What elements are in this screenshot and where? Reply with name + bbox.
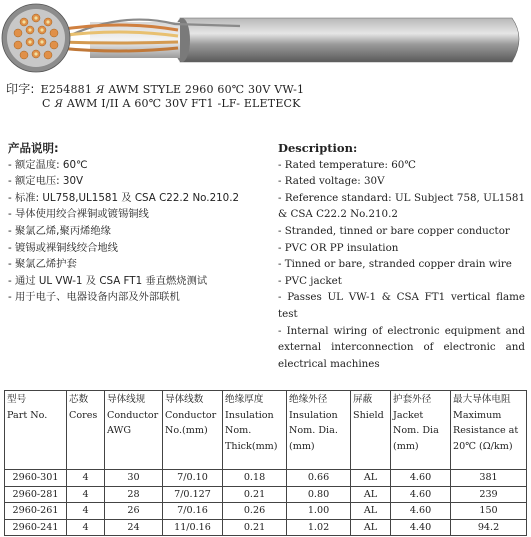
header-part-no: 型号 Part No. — [5, 391, 67, 470]
table-cell: 150 — [451, 503, 527, 520]
table-row — [5, 470, 527, 487]
table-cell: 0.80 — [287, 486, 351, 503]
table-cell: AL — [351, 486, 391, 503]
list-item: - PVC OR PP insulation — [278, 241, 399, 254]
table-cell: 0.21 — [223, 519, 287, 536]
description-en-list — [278, 157, 525, 373]
table-header-row — [5, 391, 527, 470]
header-conductor-awg: 导体线规 Conductor AWG — [105, 391, 163, 470]
print-marking-prefix: E254881 — [40, 83, 93, 96]
table-cell: 1.02 — [287, 519, 351, 536]
table-cell: 2960-261 — [5, 503, 67, 520]
table-cell: 4.60 — [391, 486, 451, 503]
table-row — [5, 519, 527, 536]
list-item: - Passes UL VW-1 & CSA FT1 vertical flame test — [278, 291, 525, 320]
print-marking-prefix: C — [42, 97, 51, 110]
table-row — [5, 503, 527, 520]
list-item: - 额定电压: 30V — [8, 175, 84, 188]
list-item: - 聚氯乙烯,聚丙烯绝缘 — [8, 224, 111, 237]
table-cell: 24 — [105, 519, 163, 536]
print-label: 印字: — [6, 82, 35, 96]
table-cell: 4 — [67, 519, 105, 536]
table-cell: 4 — [67, 470, 105, 487]
table-cell: 11/0.16 — [163, 519, 223, 536]
description-en-heading: Description: — [278, 141, 358, 155]
header-max-resistance: 最大导体电阻 Maximum Resistance at 20℃ (Ω/km) — [451, 391, 527, 470]
table-cell: 2960-301 — [5, 470, 67, 487]
header-shield: 屏蔽 Shield — [351, 391, 391, 470]
print-marking-text: AWM I/II A 60℃ 30V FT1 -LF- ELETECK — [66, 97, 301, 110]
list-item: - 标准: UL758,UL1581 及 CSA C22.2 No.210.2 — [8, 191, 240, 204]
table-cell: 1.00 — [287, 503, 351, 520]
table-cell: AL — [351, 470, 391, 487]
table-row — [5, 486, 527, 503]
print-marking-line1 — [6, 80, 304, 97]
header-cores: 芯数 Cores — [67, 391, 105, 470]
table-cell: 26 — [105, 503, 163, 520]
print-marking-text: AWM STYLE 2960 60℃ 30V VW-1 — [108, 83, 305, 96]
cable-illustration — [0, 0, 531, 78]
list-item: - 通过 UL VW-1 及 CSA FT1 垂直燃烧测试 — [8, 274, 208, 287]
list-item: - Rated temperature: 60℃ — [278, 158, 416, 171]
ul-mark-icon: Я — [54, 99, 63, 110]
list-item: - 用于电子、电器设备内部及外部联机 — [8, 291, 180, 304]
table-cell: 4.40 — [391, 519, 451, 536]
spec-table — [4, 390, 527, 536]
table-cell: AL — [351, 519, 391, 536]
print-marking-line2 — [42, 97, 301, 110]
table-cell: 2960-281 — [5, 486, 67, 503]
table-cell: 4 — [67, 503, 105, 520]
table-cell: 4.60 — [391, 470, 451, 487]
table-cell: 2960-241 — [5, 519, 67, 536]
table-cell: 28 — [105, 486, 163, 503]
list-item: - Reference standard: UL Subject 758, UL1581 & CSA C22.2 No.210.2 — [278, 191, 525, 221]
description-zh-heading: 产品说明: — [8, 141, 59, 155]
table-cell: 0.18 — [223, 470, 287, 487]
table-cell: 94.2 — [451, 519, 527, 536]
header-jacket-dia: 护套外径 Jacket Nom. Dia (mm) — [391, 391, 451, 470]
table-cell: 4.60 — [391, 503, 451, 520]
list-item: - 聚氯乙烯护套 — [8, 258, 77, 271]
table-cell: 7/0.10 — [163, 470, 223, 487]
description-en — [278, 140, 525, 372]
list-item: - PVC jacket — [278, 274, 342, 287]
list-item: - 镀锡或裸铜线绞合地线 — [8, 241, 118, 254]
description-zh-list — [8, 157, 263, 306]
table-cell: 381 — [451, 470, 527, 487]
table-cell: 7/0.16 — [163, 503, 223, 520]
ul-mark-icon: Я — [96, 85, 105, 96]
list-item: - 额定温度: 60℃ — [8, 158, 88, 171]
table-cell: 30 — [105, 470, 163, 487]
list-item: - Internal wiring of electronic equipment and external interconnection of electronic and electrical machines — [278, 324, 525, 370]
header-conductor-no: 导体线数 Conductor No.(mm) — [163, 391, 223, 470]
table-cell: 4 — [67, 486, 105, 503]
table-cell: 0.66 — [287, 470, 351, 487]
table-cell: AL — [351, 503, 391, 520]
header-insulation-thick: 绝缘厚度 Insulation Nom. Thick(mm) — [223, 391, 287, 470]
table-cell: 0.26 — [223, 503, 287, 520]
table-cell: 0.21 — [223, 486, 287, 503]
list-item: - Tinned or bare, stranded copper drain wire — [278, 258, 512, 271]
list-item: - 导体使用绞合裸铜或镀锡铜线 — [8, 208, 149, 221]
table-cell: 239 — [451, 486, 527, 503]
list-item: - Rated voltage: 30V — [278, 175, 385, 188]
table-cell: 7/0.127 — [163, 486, 223, 503]
header-insulation-dia: 绝缘外径 Insulation Nom. Dia. (mm) — [287, 391, 351, 470]
list-item: - Stranded, tinned or bare copper conductor — [278, 224, 510, 237]
description-zh — [8, 140, 263, 306]
